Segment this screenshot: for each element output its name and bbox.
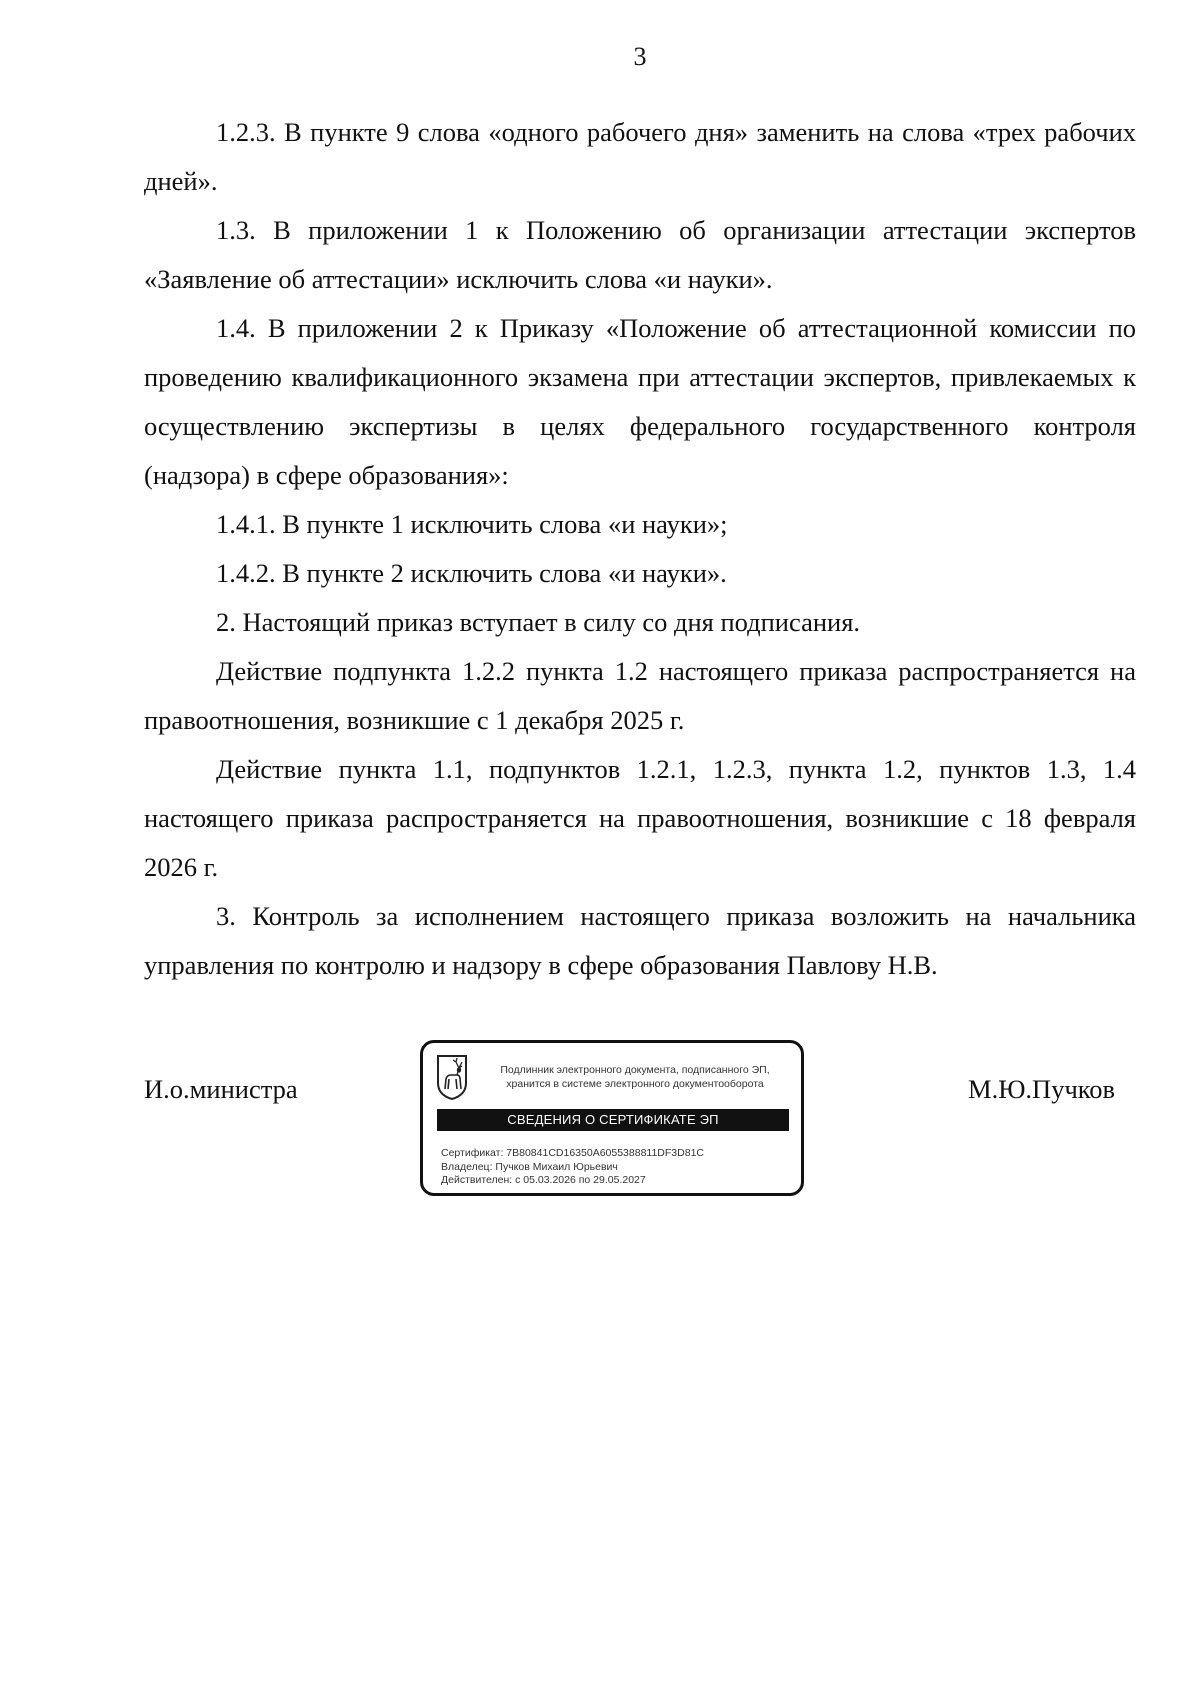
- paragraph-1-4: 1.4. В приложении 2 к Приказу «Положение об аттестационной комиссии по проведению квалификационного экзамена при аттестации экспертов, привлекаемых к осуществлению экспертизы в целях федерального государственного контроля (надзора) в сфере образования»:: [144, 313, 1136, 490]
- certificate-validity: Действителен: с 05.03.2026 по 29.05.2027: [441, 1174, 646, 1186]
- certificate-number: Сертификат: 7B80841CD16350A6055388811DF3D81C: [441, 1147, 704, 1159]
- stamp-note: [485, 1063, 785, 1091]
- paragraph-1-2-3: 1.2.3. В пункте 9 слова «одного рабочего дня» заменить на слова «трех рабочих дней».: [144, 117, 1136, 196]
- paragraph-2: 2. Настоящий приказ вступает в силу со дня подписания.: [216, 607, 861, 637]
- document-body: [144, 108, 1136, 990]
- stamp-note-line: хранится в системе электронного документооборота: [506, 1078, 764, 1090]
- paragraph-effect-2: Действие пункта 1.1, подпунктов 1.2.1, 1.2.3, пункта 1.2, пунктов 1.3, 1.4 настоящего приказа распространяется на правоотношения, возникшие с 18 февраля 2026 г.: [144, 754, 1136, 882]
- signatory-name: М.Ю.Пучков: [968, 1074, 1116, 1104]
- page-number: 3: [633, 42, 647, 71]
- certificate-owner: Владелец: Пучков Михаил Юрьевич: [441, 1160, 618, 1173]
- paragraph-3: 3. Контроль за исполнением настоящего приказа возложить на начальника управления по контролю и надзору в сфере образования Павлову Н.В.: [144, 901, 1136, 980]
- deer-coat-of-arms-icon: [435, 1053, 469, 1101]
- paragraph-1-3: 1.3. В приложении 1 к Положению об организации аттестации экспертов «Заявление об аттестации» исключить слова «и науки».: [144, 215, 1136, 294]
- paragraph-effect-1: Действие подпункта 1.2.2 пункта 1.2 настоящего приказа распространяется на правоотношения, возникшие с 1 декабря 2025 г.: [144, 656, 1136, 735]
- stamp-header: СВЕДЕНИЯ О СЕРТИФИКАТЕ ЭП: [437, 1109, 789, 1131]
- stamp-note-line: Подлинник электронного документа, подписанного ЭП,: [500, 1064, 770, 1076]
- paragraph-1-4-1: 1.4.1. В пункте 1 исключить слова «и науки»;: [216, 509, 728, 539]
- paragraph-1-4-2: 1.4.2. В пункте 2 исключить слова «и науки».: [216, 558, 727, 588]
- electronic-signature-stamp: [420, 1040, 804, 1196]
- certificate-details: [441, 1147, 704, 1188]
- signatory-title: И.о.министра: [144, 1074, 298, 1104]
